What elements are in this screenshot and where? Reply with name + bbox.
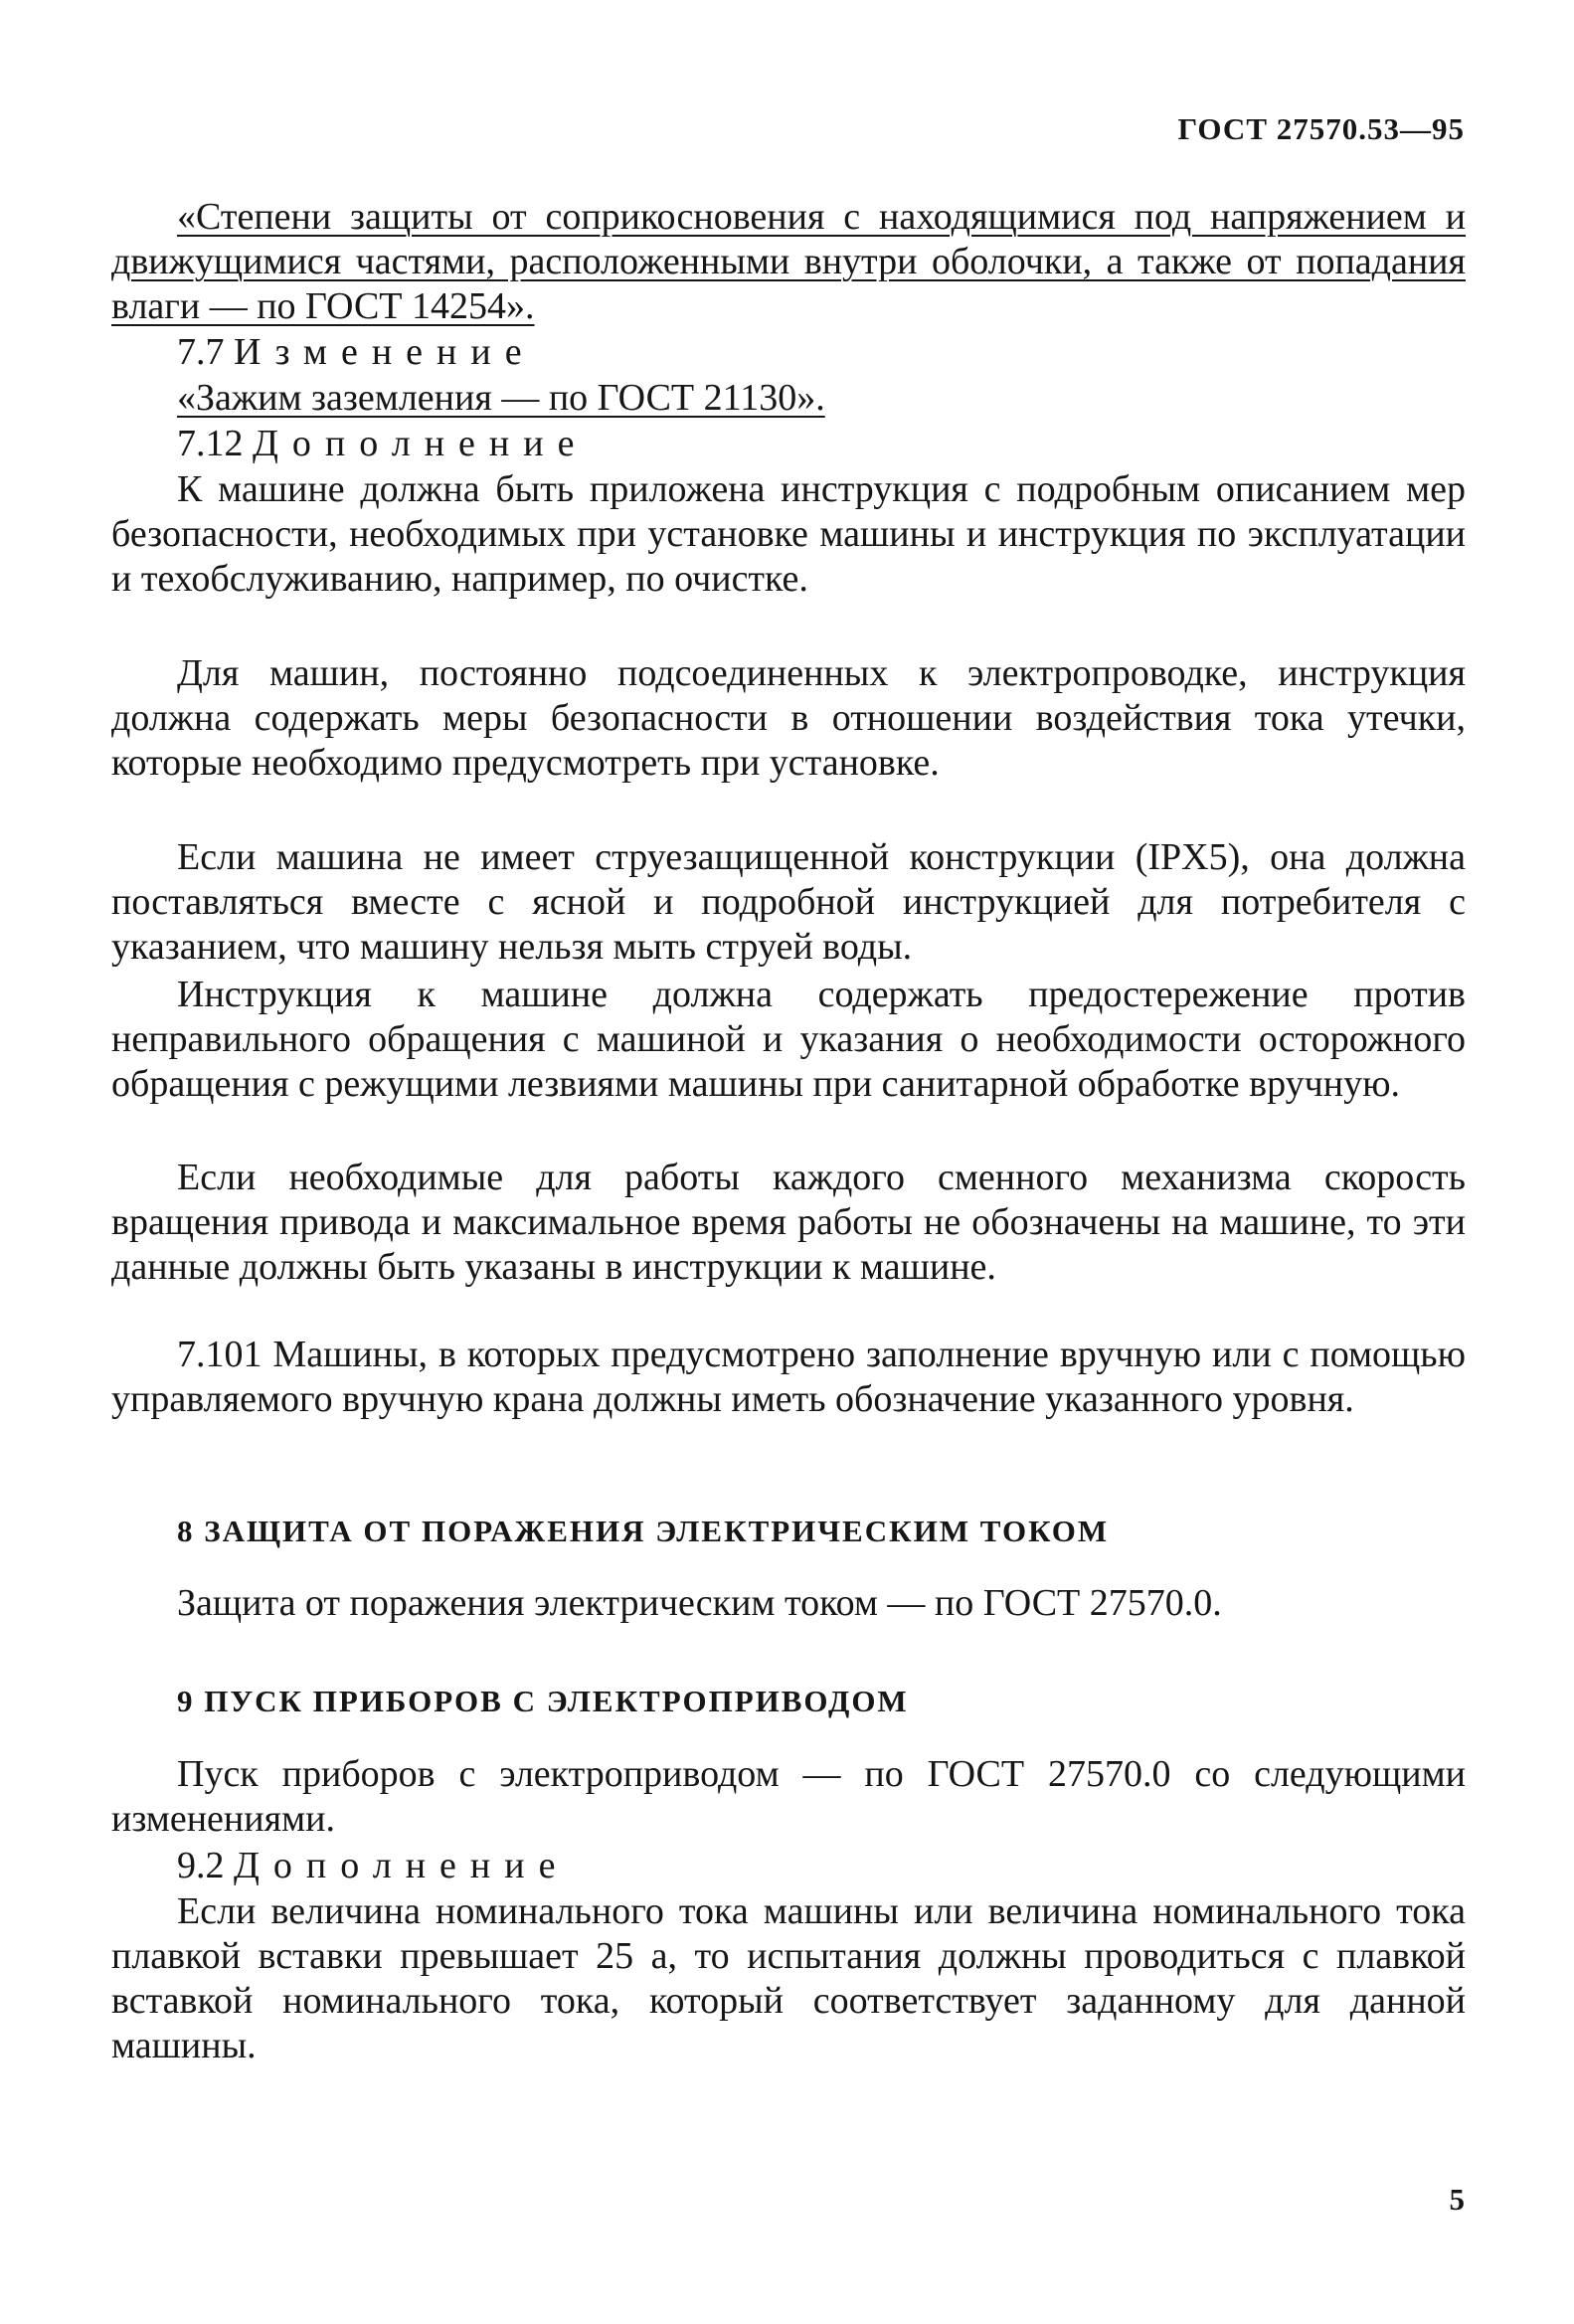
paragraph-protection-degrees: «Степени защиты от соприкосновения с находящимися под напряжением и движущимися частями, расположенными внутри оболочки, а также от попадания влаги — по ГОСТ 14254».: [111, 196, 1466, 327]
clause-9-2-heading: [177, 1844, 569, 1888]
section-8-heading: 8 ЗАЩИТА ОТ ПОРАЖЕНИЯ ЭЛЕКТРИЧЕСКИМ ТОКОМ: [177, 1514, 1110, 1548]
section-8-text: Защита от поражения электрическим током — по ГОСТ 27570.0.: [177, 1582, 1222, 1624]
paragraph-instruction-safety: К машине должна быть приложена инструкция с подробным описанием мер безопасности, необходимых при установке машины и инструкция по эксплуатации и техобслуживанию, например, по очистке.: [111, 468, 1466, 600]
section-9-text: Пуск приборов с электроприводом — по ГОСТ 27570.0 со следующими изменениями.: [111, 1753, 1466, 1840]
clause-7-7-text: «Зажим заземления — по ГОСТ 21130».: [177, 377, 825, 419]
clause-7-12-heading: [177, 422, 588, 466]
clause-number: 7.7: [177, 331, 225, 373]
paragraph-leakage-current: Для машин, постоянно подсоединенных к электропроводке, инструкция должна содержать меры безопасности в отношении воздействия тока утечки, которые необходимо предусмотреть при установке.: [111, 652, 1466, 784]
paragraph-ipx5: Если машина не имеет струезащищенной конструкции (IPX5), она должна поставляться вместе с ясной и подробной инструкцией для потребителя с указанием, что машину нельзя мыть струей воды.: [111, 836, 1466, 968]
clause-number: 9.2: [177, 1845, 225, 1886]
clause-7-7-heading: [177, 330, 536, 375]
section-9-heading: 9 ПУСК ПРИБОРОВ С ЭЛЕКТРОПРИВОДОМ: [177, 1684, 909, 1718]
clause-label: Дополнение: [234, 1845, 570, 1886]
paragraph-drive-speed: Если необходимые для работы каждого сменного механизма скорость вращения привода и максимальное время работы не обозначены на машине, то эти данные должны быть указаны в инструкции к машине.: [111, 1157, 1466, 1288]
clause-7-101: 7.101 Машины, в которых предусмотрено заполнение вручную или с помощью управляемого вручную крана должны иметь обозначение указанного уровня.: [111, 1334, 1466, 1420]
document-code: ГОСТ 27570.53—95: [1177, 111, 1465, 146]
paragraph-misuse-warning: Инструкция к машине должна содержать предостережение против неправильного обращения с машиной и указания о необходимости осторожного обращения с режущими лезвиями машины при санитарной обработке вручную.: [111, 974, 1466, 1105]
clause-label: Изменение: [234, 331, 536, 373]
clause-label: Дополнение: [253, 423, 589, 464]
clause-number: 7.12: [177, 423, 244, 464]
page-number: 5: [1449, 2182, 1465, 2217]
clause-9-2-text: Если величина номинального тока машины или величина номинального тока плавкой вставки превышает 25 а, то испытания должны проводиться с плавкой вставкой номинального тока, который соответствует заданному для данной машины.: [111, 1890, 1466, 2066]
